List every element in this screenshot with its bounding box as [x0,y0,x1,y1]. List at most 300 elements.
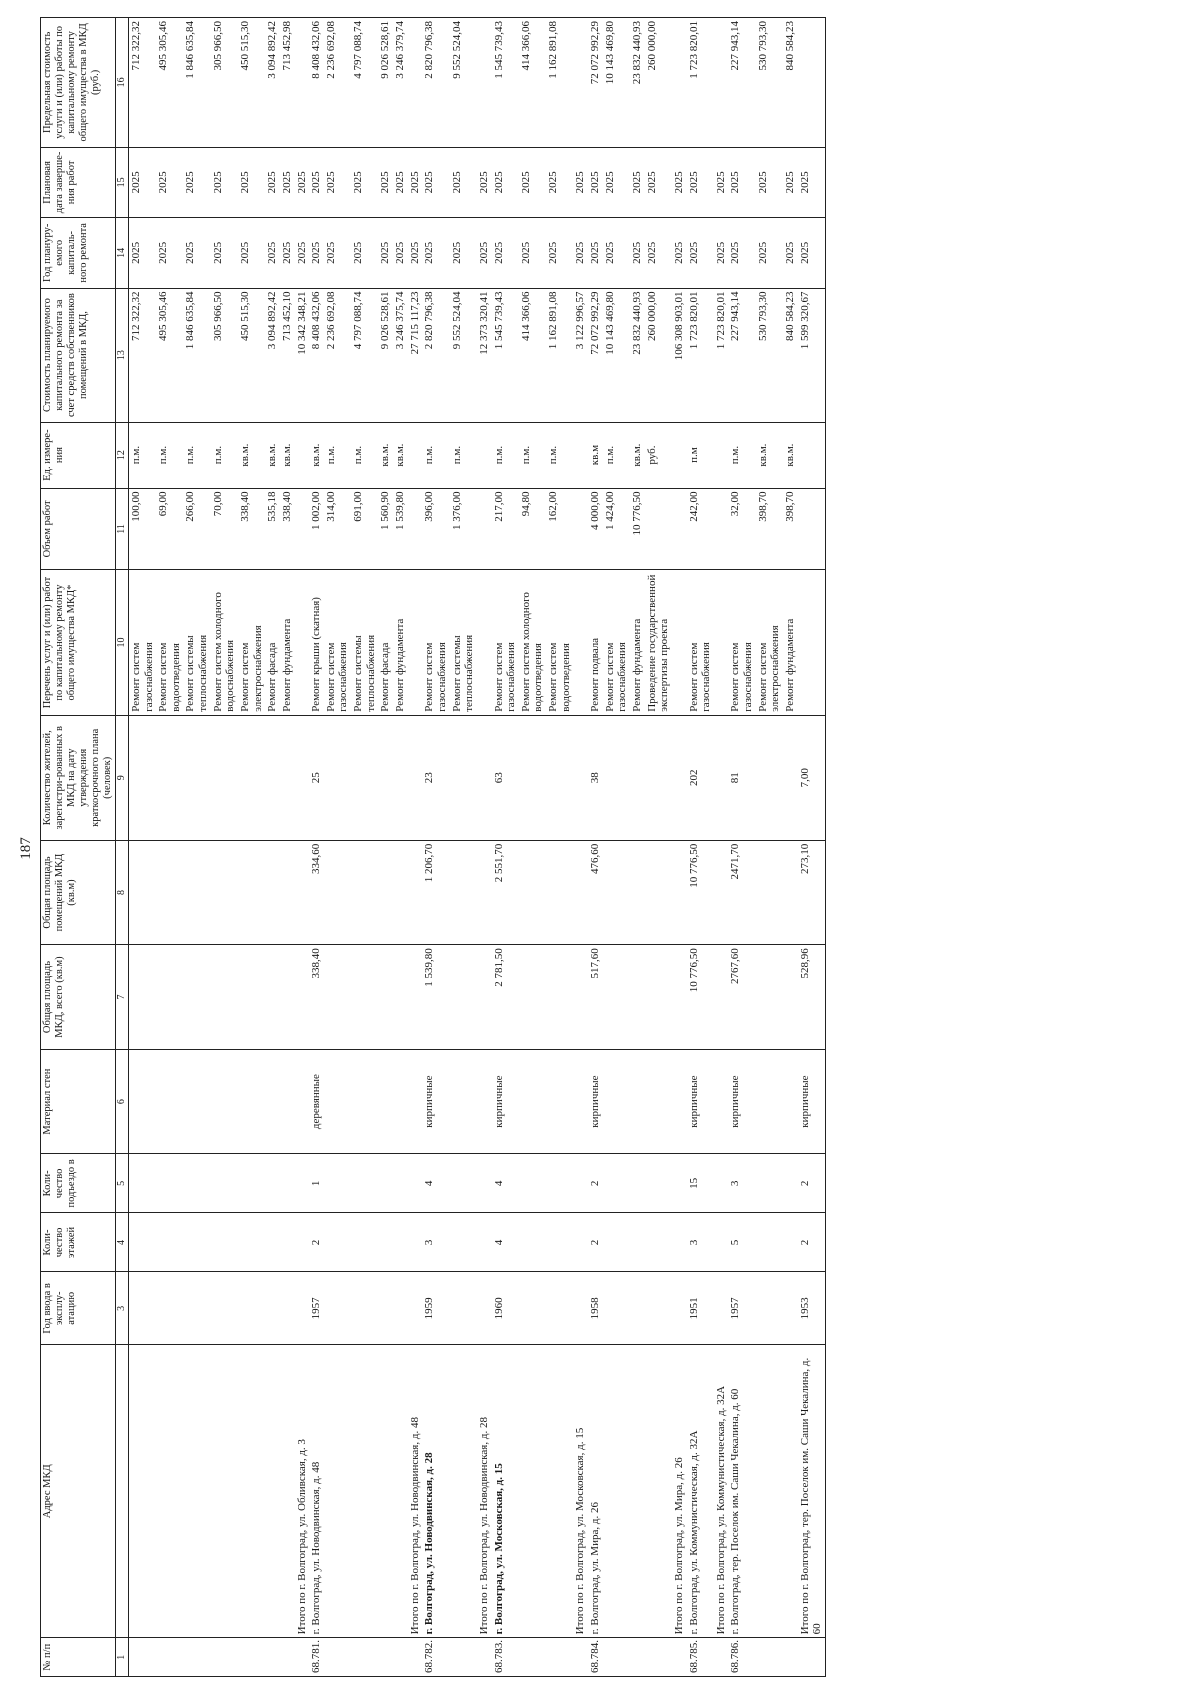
table-row [728,18,755,1677]
table-cell: 450 515,30 [238,288,265,422]
table-cell [714,1049,729,1154]
table-cell [238,1049,265,1154]
table-cell [573,488,588,570]
table-cell: 1 162 891,08 [546,288,573,422]
column-number-row [116,18,129,1677]
column-number: 9 [116,715,129,840]
table-cell [378,840,393,945]
table-cell: 2025 [630,147,645,217]
table-cell [393,840,408,945]
table-cell [714,1213,729,1272]
table-cell [783,715,798,840]
table-cell [756,1638,783,1677]
table-cell: 25 [309,715,324,840]
table-cell [672,18,687,148]
table-cell [156,1345,183,1638]
table-cell [183,840,210,945]
table-row [211,18,238,1677]
table-cell [156,1154,183,1213]
table-cell [324,1049,351,1154]
table-cell: 713 452,98 [280,18,295,148]
table-row [783,18,798,1677]
table-cell [238,1154,265,1213]
table-cell: 15 [687,1154,714,1213]
table-cell: 10 776,50 [687,945,714,1050]
table-cell: 2025 [588,218,603,288]
table-row [450,18,477,1677]
table-cell: Ремонт систем газоснабжения [422,570,449,715]
table-cell: Ремонт систем газоснабжения [603,570,630,715]
table-cell [645,1154,672,1213]
table-cell [183,1213,210,1272]
table-cell: 530 793,30 [756,18,783,148]
table-cell [408,1213,423,1272]
table-cell [672,488,687,570]
table-cell: 260 000,00 [645,288,672,422]
table-cell [603,1345,630,1638]
table-cell [783,1049,798,1154]
table-cell [128,840,156,945]
table-cell: п.м. [211,422,238,488]
table-cell: 2025 [798,147,826,217]
table-cell [645,1272,672,1345]
table-cell [351,1272,378,1345]
table-cell: 9 552 524,04 [450,288,477,422]
table-cell: Итого по г. Волгоград, ул. Новодвинская, д. 48 [408,1345,423,1638]
table-cell [783,1213,798,1272]
table-cell [519,1213,546,1272]
table-cell: Ремонт систем электроснабжения [756,570,783,715]
table-cell: Ремонт системы теплоснабжения [351,570,378,715]
table-cell [324,1154,351,1213]
table-cell: 2025 [408,147,423,217]
table-cell: 1951 [687,1272,714,1345]
table-cell [450,715,477,840]
table-cell: 2025 [128,147,156,217]
table-cell [183,715,210,840]
table-cell [630,1213,645,1272]
table-cell: 530 793,30 [756,288,783,422]
table-cell: 414 366,06 [519,18,546,148]
table-cell [408,1154,423,1213]
table-cell [477,1154,492,1213]
table-cell [519,1638,546,1677]
table-cell [645,488,672,570]
table-cell: 70,00 [211,488,238,570]
table-cell: Итого по г. Волгоград, ул. Новодвинская, д. 28 [477,1345,492,1638]
table-cell: 2025 [687,147,714,217]
table-cell: 1957 [728,1272,755,1345]
table-cell: г. Волгоград, ул. Коммунистическая, д. 32А [687,1345,714,1638]
table-cell [603,715,630,840]
table-cell [324,1272,351,1345]
table-cell [280,1345,295,1638]
table-cell [714,1154,729,1213]
table-cell: 840 584,23 [783,18,798,148]
table-cell [378,1345,393,1638]
header-cell: Год плануру-емого капиталь-ного ремонта [41,218,116,288]
table-cell [714,1638,729,1677]
table-cell: Ремонт фундамента [393,570,408,715]
table-cell: 2 [588,1154,603,1213]
table-cell: Ремонт систем холодного водоотведения [519,570,546,715]
table-cell: 2025 [128,218,156,288]
table-cell [450,1272,477,1345]
table-cell [351,1213,378,1272]
table-cell: 32,00 [728,488,755,570]
table-cell [645,715,672,840]
table-cell [295,488,310,570]
table-cell [393,1154,408,1213]
table-cell [183,945,210,1050]
table-cell: кв.м. [630,422,645,488]
table-cell: кирпичные [728,1049,755,1154]
table-cell: 273,10 [798,840,826,945]
table-cell: 9 552 524,04 [450,18,477,148]
table-cell [477,422,492,488]
table-cell: п.м. [519,422,546,488]
table-cell: 1960 [492,1272,519,1345]
table-cell: 2025 [265,147,280,217]
table-cell: кирпичные [798,1049,826,1154]
page-number: 187 [18,837,34,860]
table-cell [238,840,265,945]
table-cell [238,1345,265,1638]
table-cell: 2025 [798,218,826,288]
table-cell [156,1213,183,1272]
table-cell: 2025 [422,218,449,288]
table-cell: 8 408 432,06 [309,18,324,148]
table-cell [295,1154,310,1213]
table-cell: 10 143 469,80 [603,18,630,148]
table-cell: 4 [492,1154,519,1213]
table-cell [756,1154,783,1213]
table-cell: 2025 [603,147,630,217]
table-cell [408,1049,423,1154]
table-cell: 517,60 [588,945,603,1050]
table-cell [378,945,393,1050]
table-cell: 2025 [546,218,573,288]
table-row [393,18,408,1677]
table-cell [645,840,672,945]
table-cell [265,1345,280,1638]
table-cell: Ремонт фасада [265,570,280,715]
table-cell [798,1638,826,1677]
table-cell [408,422,423,488]
table-cell: п.м. [156,422,183,488]
table-cell [714,1272,729,1345]
table-cell: 227 943,14 [728,18,755,148]
table-cell [546,945,573,1050]
table-cell: 691,00 [351,488,378,570]
column-number: 15 [116,147,129,217]
table-cell [783,1154,798,1213]
table-cell: кв.м. [378,422,393,488]
table-cell [211,1272,238,1345]
table-cell: 713 452,10 [280,288,295,422]
table-cell: 202 [687,715,714,840]
table-cell: 68.785. [687,1638,714,1677]
table-cell: 3 [422,1213,449,1272]
table-cell: 72 072 992,29 [588,288,603,422]
table-cell: 3 094 892,42 [265,288,280,422]
header-cell: Материал стен [41,1049,116,1154]
table-cell: 2025 [351,218,378,288]
table-cell [477,570,492,715]
table-cell: Ремонт систем газоснабжения [492,570,519,715]
table-cell [798,570,826,715]
table-cell [183,1638,210,1677]
table-cell [450,1638,477,1677]
table-cell: 12 373 320,41 [477,288,492,422]
table-cell [408,715,423,840]
table-cell: 305 966,50 [211,18,238,148]
table-cell: 2025 [450,218,477,288]
table-cell [573,1638,588,1677]
table-cell: кирпичные [422,1049,449,1154]
table-cell: 2025 [672,147,687,217]
table-cell: 4 [422,1154,449,1213]
table-cell [645,945,672,1050]
table-cell: п.м. [351,422,378,488]
table-cell: 2025 [728,218,755,288]
table-cell [714,18,729,148]
table-cell [783,1345,798,1638]
table-cell: г. Волгоград, ул. Новодвинская, д. 48 [309,1345,324,1638]
table-cell: 2025 [672,218,687,288]
table-cell [756,1345,783,1638]
table-cell: 2025 [645,218,672,288]
table-cell [645,1638,672,1677]
table-cell: кв.м. [756,422,783,488]
header-cell: Перечень услуг и (или) работ по капитальному ремонту общего имущества МКД* [41,570,116,715]
table-cell [378,1154,393,1213]
table-cell [280,945,295,1050]
table-cell: 217,00 [492,488,519,570]
table-cell: 840 584,23 [783,288,798,422]
table-cell: 162,00 [546,488,573,570]
table-cell: 38 [588,715,603,840]
table-cell [295,715,310,840]
table-cell [630,840,645,945]
table-cell [378,1638,393,1677]
table-cell [477,1638,492,1677]
table-cell: 94,80 [519,488,546,570]
table-cell [280,1154,295,1213]
table-cell: 2 820 796,38 [422,18,449,148]
table-row [265,18,280,1677]
table-cell: 2025 [573,147,588,217]
table-cell [672,715,687,840]
table-cell: Итого по г. Волгоград, ул. Мира, д. 26 [672,1345,687,1638]
table-cell: 2025 [546,147,573,217]
table-row [588,18,603,1677]
table-cell [128,1345,156,1638]
table-cell: 2025 [783,147,798,217]
column-number: 8 [116,840,129,945]
table-cell [672,945,687,1050]
table-cell [546,715,573,840]
table-cell [183,1049,210,1154]
table-cell: 2025 [309,147,324,217]
table-cell [450,1049,477,1154]
table-cell: 1959 [422,1272,449,1345]
table-cell [450,840,477,945]
table-row [687,18,714,1677]
table-row [630,18,645,1677]
table-cell [295,1213,310,1272]
table-cell [783,1638,798,1677]
table-cell: 68.782. [422,1638,449,1677]
table-cell: кв.м. [280,422,295,488]
table-cell [756,945,783,1050]
table-cell: 1 162 891,08 [546,18,573,148]
column-number: 1 [116,1638,129,1677]
repair-plan-table-wrap [40,17,826,1677]
table-cell [519,1049,546,1154]
table-cell [756,840,783,945]
table-cell [393,1049,408,1154]
table-cell [211,1154,238,1213]
table-cell: 2025 [519,147,546,217]
table-cell: 68.784. [588,1638,603,1677]
table-cell: 2025 [378,218,393,288]
table-cell [783,945,798,1050]
table-cell: п.м. [546,422,573,488]
table-cell [519,715,546,840]
table-row [546,18,573,1677]
table-cell [378,1049,393,1154]
table-cell: 2025 [378,147,393,217]
table-cell: 2025 [519,218,546,288]
table-cell [519,840,546,945]
header-cell: Количество жителей, зарегистри-рованных в МКД на дату утверждения краткосрочного плана (человек) [41,715,116,840]
table-cell: Итого по г. Волгоград, ул. Московская, д. 15 [573,1345,588,1638]
table-cell [672,570,687,715]
table-cell: 2025 [756,218,783,288]
table-cell [324,715,351,840]
table-cell: 2471,70 [728,840,755,945]
table-cell [603,1154,630,1213]
table-cell: 4 000,00 [588,488,603,570]
table-cell: 712 322,32 [128,288,156,422]
table-cell: 1 206,70 [422,840,449,945]
table-cell: Ремонт систем газоснабжения [128,570,156,715]
table-cell [477,1049,492,1154]
table-cell: кв.м. [238,422,265,488]
table-cell [295,1638,310,1677]
table-cell [603,1049,630,1154]
table-cell [477,1272,492,1345]
table-cell: руб. [645,422,672,488]
table-cell: 3 094 892,42 [265,18,280,148]
table-cell: 1 376,00 [450,488,477,570]
table-cell [672,1154,687,1213]
column-number: 3 [116,1272,129,1345]
table-cell [630,1049,645,1154]
table-cell [156,1638,183,1677]
table-cell: кв.м. [393,422,408,488]
table-cell [573,1213,588,1272]
table-cell [477,715,492,840]
table-cell: деревянные [309,1049,324,1154]
table-cell [280,715,295,840]
table-cell: 414 366,06 [519,288,546,422]
table-cell [265,1049,280,1154]
table-cell [714,488,729,570]
table-cell [324,1213,351,1272]
table-cell: 1 723 820,01 [687,18,714,148]
table-cell: 2 236 692,08 [324,18,351,148]
table-cell [645,1049,672,1154]
table-cell: Проведение государственной экспертизы проекта [645,570,672,715]
table-cell [393,1345,408,1638]
table-cell: 1 545 739,43 [492,18,519,148]
table-cell [408,945,423,1050]
table-cell [630,1154,645,1213]
table-cell: 2 781,50 [492,945,519,1050]
column-number: 14 [116,218,129,288]
table-cell: 1 539,80 [422,945,449,1050]
table-cell [408,570,423,715]
table-cell: 2025 [756,147,783,217]
table-cell [211,715,238,840]
table-row [422,18,449,1677]
table-row [573,18,588,1677]
table-cell: 1 424,00 [603,488,630,570]
table-cell [156,1049,183,1154]
table-cell: п.м. [603,422,630,488]
table-cell [211,1638,238,1677]
table-cell: кв.м. [783,422,798,488]
header-cell: Ед. измере-ния [41,422,116,488]
table-cell: 398,70 [783,488,798,570]
header-cell: Объем работ [41,488,116,570]
table-body [128,18,825,1677]
table-cell: кв.м. [265,422,280,488]
table-cell: 1 [309,1154,324,1213]
table-cell: Ремонт системы теплоснабжения [450,570,477,715]
table-cell [128,1213,156,1272]
table-cell [714,945,729,1050]
table-cell: 1 539,80 [393,488,408,570]
table-cell: 4 797 088,74 [351,288,378,422]
table-cell [265,1154,280,1213]
table-cell: 305 966,50 [211,288,238,422]
table-cell: п.м. [128,422,156,488]
table-cell [280,840,295,945]
table-cell: 1 002,00 [309,488,324,570]
table-cell: 2025 [492,147,519,217]
table-cell [211,840,238,945]
table-cell: 68.781. [309,1638,324,1677]
table-cell: 2025 [324,147,351,217]
table-cell: 23 832 440,93 [630,288,645,422]
table-cell: 1 846 635,84 [183,288,210,422]
table-row [645,18,672,1677]
table-cell: кв.м. [309,422,324,488]
header-cell: № п/п [41,1638,116,1677]
table-cell [280,1638,295,1677]
table-cell: 338,40 [309,945,324,1050]
table-cell: 334,60 [309,840,324,945]
table-cell: Ремонт систем водоотведения [546,570,573,715]
table-cell [519,1272,546,1345]
table-cell: п.м. [183,422,210,488]
table-cell [756,1213,783,1272]
column-number: 12 [116,422,129,488]
table-cell [672,1049,687,1154]
